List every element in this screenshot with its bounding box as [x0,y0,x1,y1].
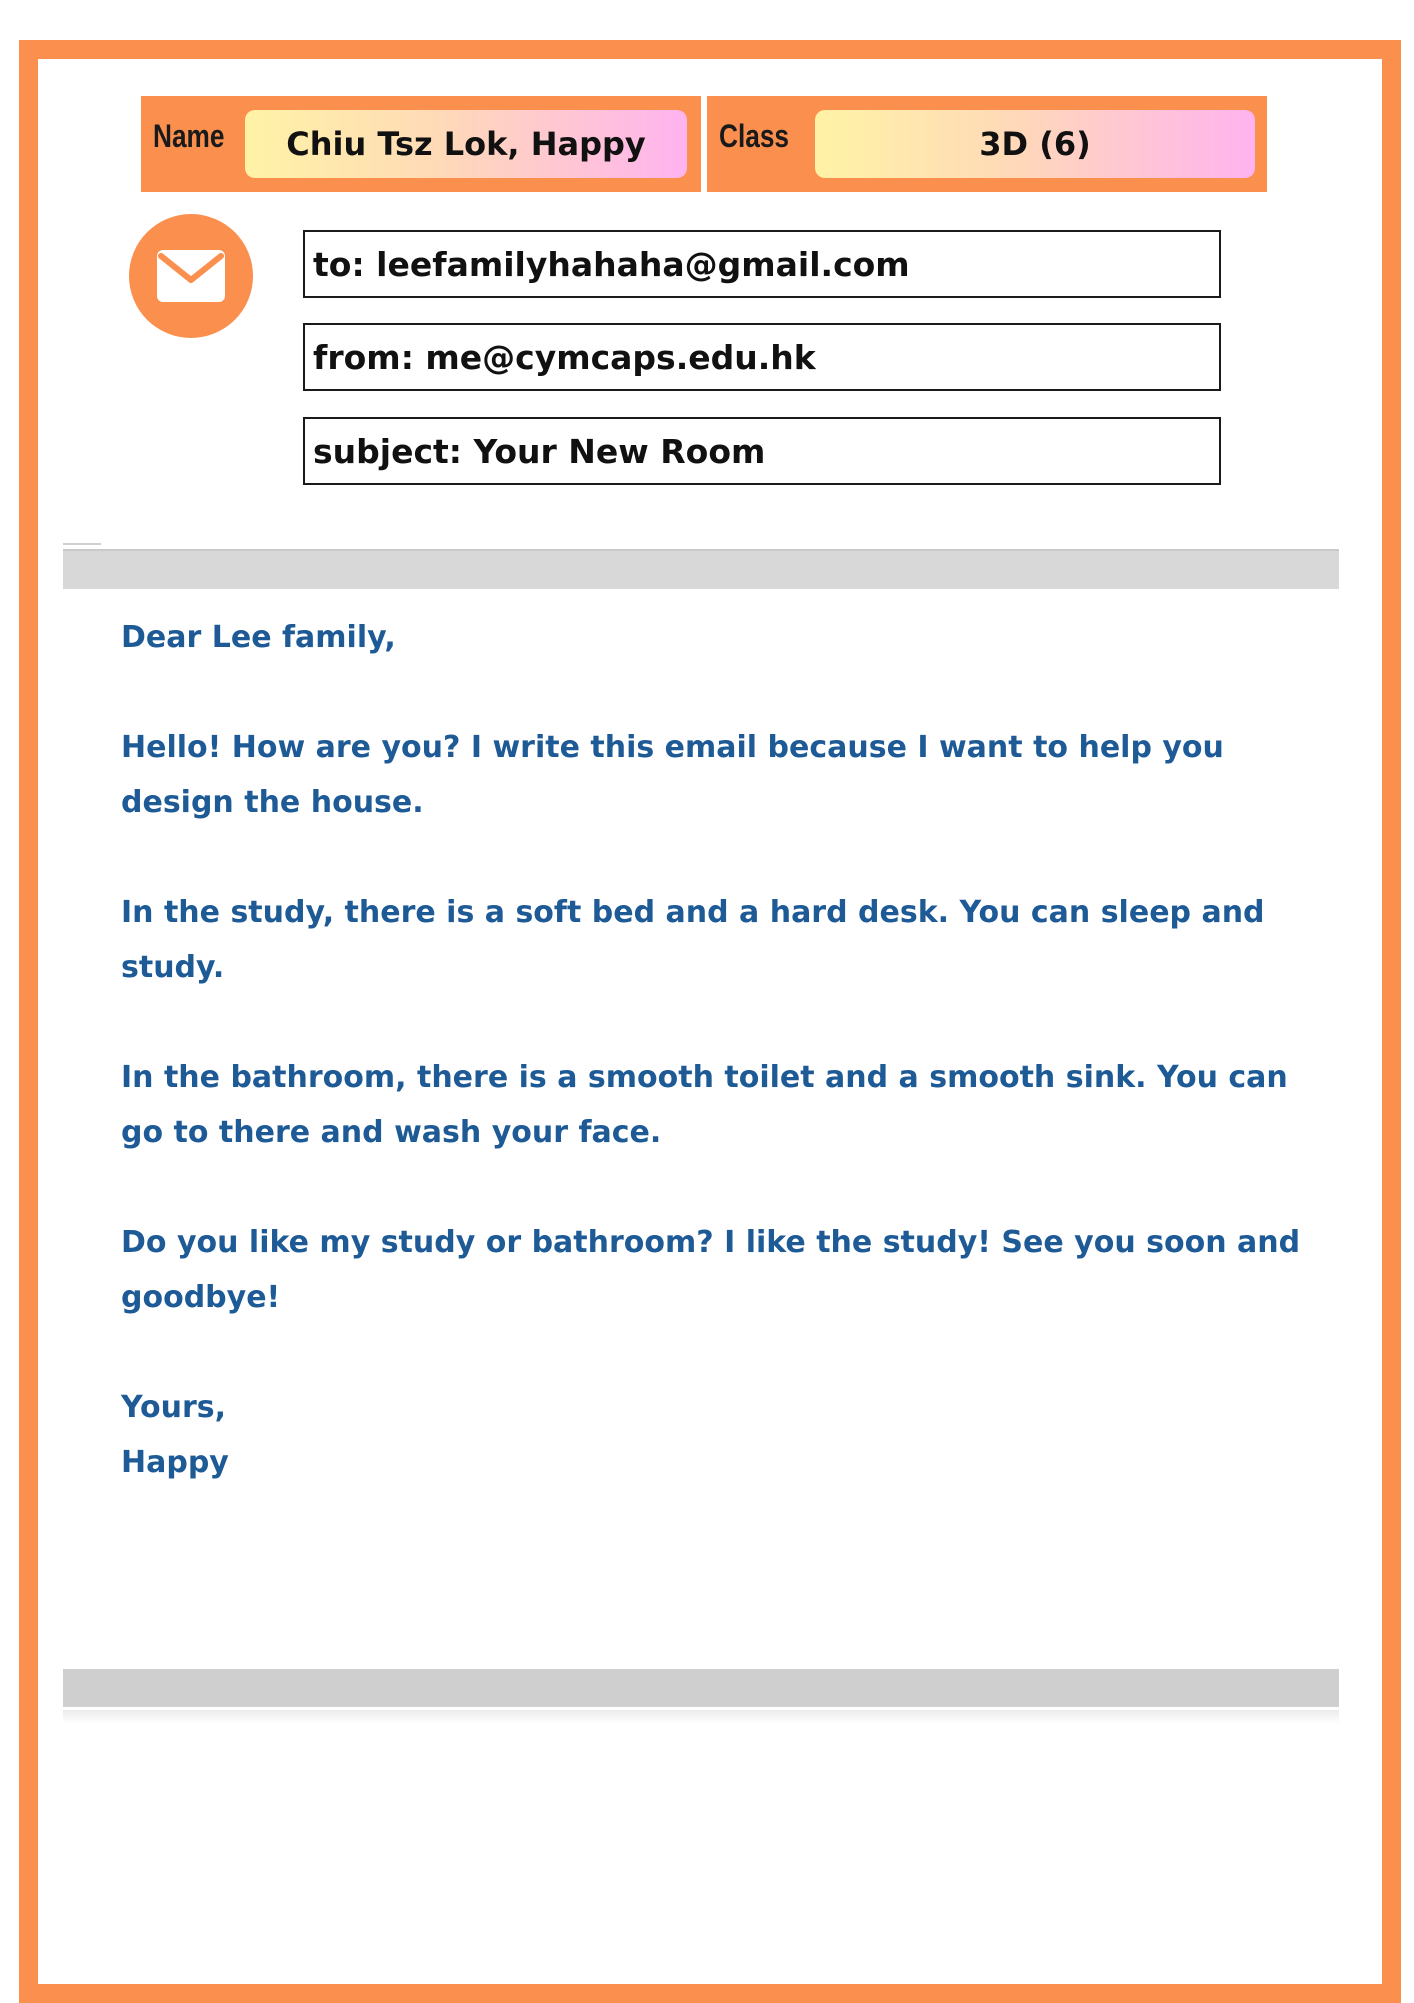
letter-greeting: Dear Lee family, [121,620,396,655]
class-label: Class [719,118,790,154]
letter-paragraph-4: Do you like my study or bathroom? I like the study! See you soon and goodbye! [121,1225,1301,1315]
letter-paragraph-2: In the study, there is a soft bed and a hard desk. You can sleep and study. [121,895,1265,985]
mail-envelope-icon [129,214,253,338]
name-value: Chiu Tsz Lok, Happy [245,110,687,178]
email-subject-field: subject: Your New Room [303,417,1221,485]
divider-tick [63,543,101,545]
class-field-box [707,96,1267,192]
letter-paragraph-1: Hello! How are you? I write this email because I want to help you design the house. [121,730,1224,820]
letter-body [121,610,1301,1490]
top-divider-bar [63,549,1339,589]
letter-paragraph-3: In the bathroom, there is a smooth toilet and a smooth sink. You can go to there and wash your face. [121,1060,1288,1150]
name-label: Name [153,118,225,154]
letter-signature: Happy [121,1445,229,1480]
letter-closing: Yours, [121,1390,226,1425]
bottom-divider-shadow [63,1710,1339,1724]
email-from-field: from: me@cymcaps.edu.hk [303,323,1221,391]
bottom-divider-bar [63,1669,1339,1707]
class-value: 3D (6) [815,110,1255,178]
name-field-box [141,96,701,192]
email-to-field: to: leefamilyhahaha@gmail.com [303,230,1221,298]
envelope-glyph [155,248,227,304]
